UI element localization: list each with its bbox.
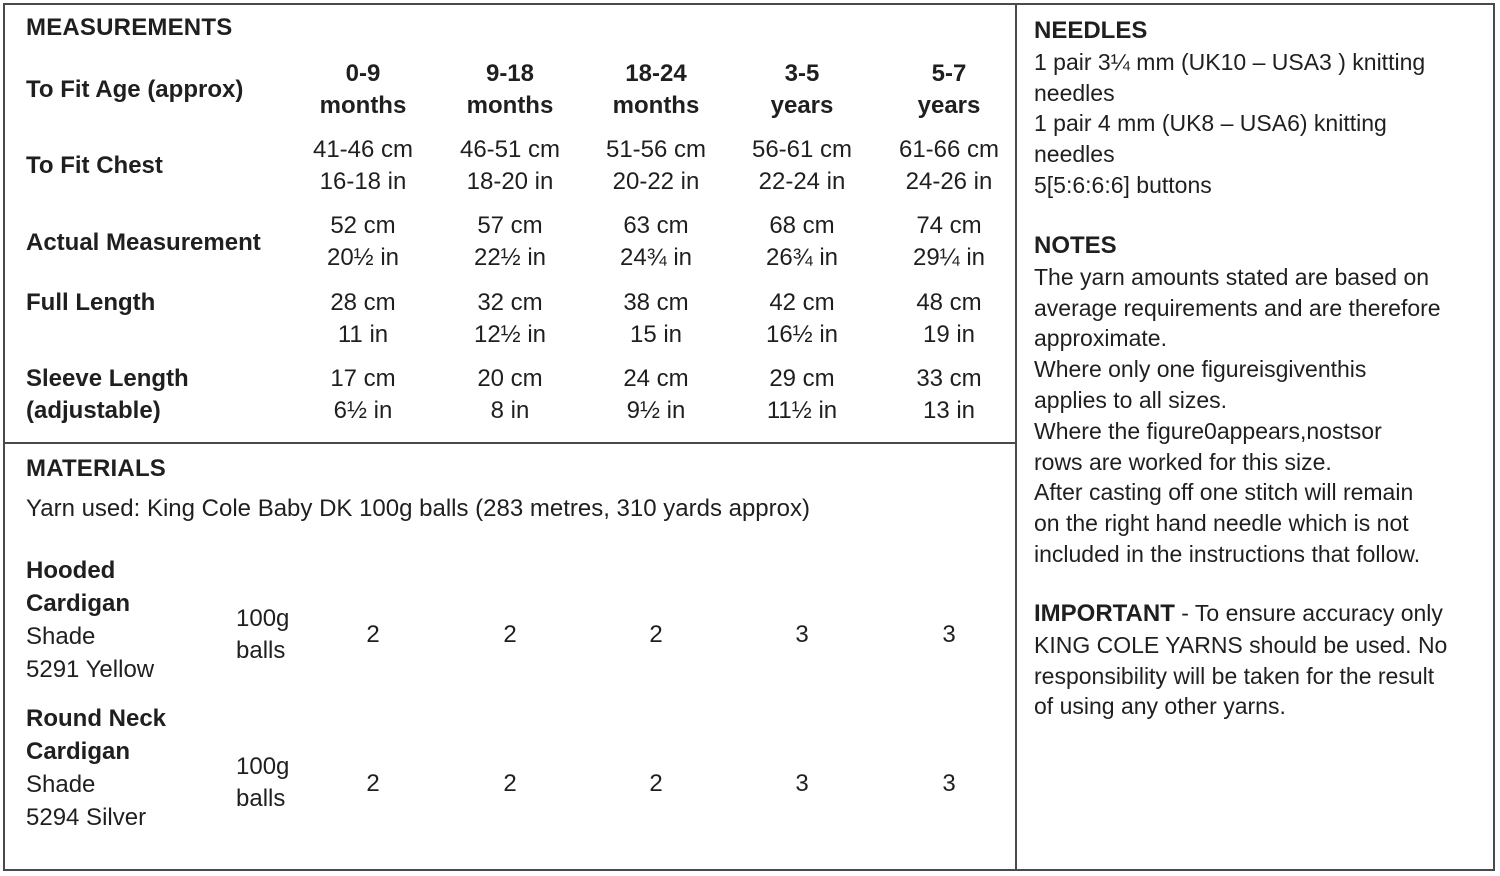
material-item-name — [26, 554, 154, 686]
cell-line: 52 cm — [330, 212, 396, 239]
cell-line: 42 cm — [769, 289, 835, 316]
row-label-line: To Fit Chest — [26, 152, 163, 179]
garment-name-line: Cardigan — [26, 590, 131, 617]
cell-line: months — [466, 92, 554, 119]
cell-line: 63 cm — [623, 212, 689, 239]
important-heading: IMPORTANT — [1034, 600, 1175, 627]
cell-line: 9-18 — [485, 60, 535, 87]
notes-line: included in the instructions that follow. — [1034, 540, 1421, 567]
row-label-line: Actual Measurement — [26, 229, 261, 256]
notes-heading: NOTES — [1034, 232, 1117, 259]
garment-name-line: Hooded — [26, 557, 116, 584]
ball-quantity: 3 — [795, 770, 809, 797]
cell-line: 0-9 — [345, 60, 381, 87]
row-label-line: (adjustable) — [26, 397, 161, 424]
shade-line: 5291 Yellow — [26, 656, 155, 683]
cell-line: months — [319, 92, 407, 119]
notes-section — [1034, 231, 1484, 570]
cell-line: 5-7 — [931, 60, 967, 87]
size-header — [586, 58, 726, 122]
cell-line: 24-26 in — [905, 168, 993, 195]
measurement-cell — [586, 363, 726, 427]
notes-line: Where only one figureisgiventhis — [1034, 356, 1367, 383]
needles-list — [1034, 47, 1484, 201]
cell-line: 17 cm — [330, 365, 396, 392]
measurement-cell — [586, 287, 726, 351]
size-header — [732, 58, 872, 122]
cell-line: months — [612, 92, 700, 119]
garment-name-line: Cardigan — [26, 738, 131, 765]
measurement-cell — [440, 134, 580, 198]
ball-quantity: 3 — [942, 770, 956, 797]
measurement-cell — [293, 134, 433, 198]
cell-line: 32 cm — [477, 289, 543, 316]
important-section — [1034, 598, 1484, 722]
cell-line: 51-56 cm — [605, 136, 707, 163]
cell-line: 20-22 in — [612, 168, 700, 195]
cell-line: 61-66 cm — [898, 136, 1000, 163]
ball-quantity: 2 — [366, 621, 380, 648]
row-label-line: Full Length — [26, 289, 156, 316]
cell-line: 38 cm — [623, 289, 689, 316]
needles-line: needles — [1034, 79, 1115, 106]
notes-list — [1034, 262, 1484, 570]
cell-line: 22½ in — [473, 244, 547, 271]
notes-line: Where the figure0appears,nostsor — [1034, 417, 1382, 444]
cell-line: 16-18 in — [319, 168, 407, 195]
notes-line: on the right hand needle which is not — [1034, 510, 1409, 537]
ball-quantity: 2 — [366, 770, 380, 797]
ball-quantity: 2 — [649, 621, 663, 648]
cell-line: 9½ in — [626, 397, 686, 424]
measurement-cell — [440, 287, 580, 351]
yarn-used-text: Yarn used: King Cole Baby DK 100g balls (283 metres, 310 yards approx) — [26, 495, 810, 522]
cell-line: 29 cm — [769, 365, 835, 392]
measurement-cell — [879, 287, 1019, 351]
measurement-row-label — [26, 227, 261, 259]
measurement-cell — [879, 210, 1019, 274]
cell-line: 18-24 — [625, 60, 687, 87]
measurement-cell — [879, 134, 1019, 198]
important-list — [1034, 630, 1484, 722]
cell-line: 20½ in — [326, 244, 400, 271]
notes-line: The yarn amounts stated are based on — [1034, 263, 1430, 290]
measurement-cell — [293, 210, 433, 274]
ball-quantity: 2 — [649, 770, 663, 797]
cell-line: 16½ in — [765, 321, 839, 348]
shade-line: Shade — [26, 771, 96, 798]
garment-name-line: Round Neck — [26, 705, 167, 732]
needles-line: 5[5:6:6:6] buttons — [1034, 171, 1212, 198]
ball-quantity: 3 — [942, 621, 956, 648]
ball-unit — [236, 603, 289, 667]
cell-line: 28 cm — [330, 289, 396, 316]
cell-line: 15 in — [629, 321, 683, 348]
unit-line: balls — [236, 637, 286, 664]
measurement-row-label — [26, 363, 189, 427]
cell-line: 8 in — [490, 397, 530, 424]
cell-line: 11½ in — [766, 397, 838, 424]
material-item-name — [26, 702, 166, 834]
cell-line: years — [770, 92, 834, 119]
row-label-line: Sleeve Length — [26, 365, 189, 392]
ball-unit — [236, 751, 289, 815]
needles-line: 1 pair 3¼ mm (UK10 – USA3 ) knitting — [1034, 48, 1426, 75]
ball-quantity: 2 — [503, 621, 517, 648]
notes-line: rows are worked for this size. — [1034, 448, 1332, 475]
cell-line: 33 cm — [916, 365, 982, 392]
cell-line: 18-20 in — [466, 168, 554, 195]
important-separator: - — [1174, 600, 1195, 626]
measurement-row-label — [26, 74, 243, 106]
important-line: of using any other yarns. — [1034, 693, 1286, 720]
cell-line: 22-24 in — [758, 168, 846, 195]
measurement-row-label — [26, 287, 155, 319]
cell-line: 24¾ in — [619, 244, 693, 271]
measurement-row-label — [26, 150, 163, 182]
cell-line: 26¾ in — [765, 244, 839, 271]
materials-heading: MATERIALS — [26, 455, 167, 482]
cell-line: 6½ in — [333, 397, 393, 424]
unit-line: 100g — [236, 605, 290, 632]
important-line: responsibility will be taken for the result — [1034, 662, 1435, 689]
cell-line: 56-61 cm — [751, 136, 853, 163]
size-header — [293, 58, 433, 122]
measurement-cell — [293, 287, 433, 351]
measurement-cell — [732, 210, 872, 274]
unit-line: 100g — [236, 753, 290, 780]
size-header — [440, 58, 580, 122]
measurement-cell — [586, 210, 726, 274]
cell-line: 3-5 — [784, 60, 820, 87]
cell-line: years — [917, 92, 981, 119]
cell-line: 12½ in — [473, 321, 547, 348]
cell-line: 74 cm — [916, 212, 982, 239]
size-header — [879, 58, 1019, 122]
cell-line: 29¼ in — [912, 244, 986, 271]
ball-quantity: 3 — [795, 621, 809, 648]
needles-line: 1 pair 4 mm (UK8 – USA6) knitting — [1034, 110, 1387, 137]
cell-line: 20 cm — [477, 365, 543, 392]
important-line: KING COLE YARNS should be used. No — [1034, 631, 1448, 658]
cell-line: 13 in — [922, 397, 976, 424]
cell-line: 24 cm — [623, 365, 689, 392]
section-divider — [3, 442, 1016, 444]
ball-quantity: 2 — [503, 770, 517, 797]
cell-line: 68 cm — [769, 212, 835, 239]
notes-line: applies to all sizes. — [1034, 386, 1228, 413]
cell-line: 57 cm — [477, 212, 543, 239]
cell-line: 41-46 cm — [312, 136, 414, 163]
measurement-cell — [732, 363, 872, 427]
unit-line: balls — [236, 785, 286, 812]
cell-line: 19 in — [922, 321, 976, 348]
cell-line: 48 cm — [916, 289, 982, 316]
needles-heading: NEEDLES — [1034, 17, 1148, 44]
cell-line: 46-51 cm — [459, 136, 561, 163]
important-first-line: To ensure accuracy only — [1194, 600, 1443, 626]
measurement-cell — [732, 287, 872, 351]
measurement-cell — [879, 363, 1019, 427]
shade-line: 5294 Silver — [26, 804, 147, 831]
measurements-heading: MEASUREMENTS — [26, 14, 233, 41]
needles-line: needles — [1034, 141, 1115, 168]
measurement-cell — [440, 210, 580, 274]
measurement-cell — [732, 134, 872, 198]
notes-line: After casting off one stitch will remain — [1034, 479, 1414, 506]
notes-line: average requirements and are therefore — [1034, 294, 1441, 321]
measurement-cell — [440, 363, 580, 427]
shade-line: Shade — [26, 623, 96, 650]
measurement-cell — [293, 363, 433, 427]
notes-line: approximate. — [1034, 325, 1167, 352]
row-label-line: To Fit Age (approx) — [26, 76, 244, 103]
cell-line: 11 in — [337, 321, 389, 348]
needles-section — [1034, 16, 1484, 201]
measurement-cell — [586, 134, 726, 198]
